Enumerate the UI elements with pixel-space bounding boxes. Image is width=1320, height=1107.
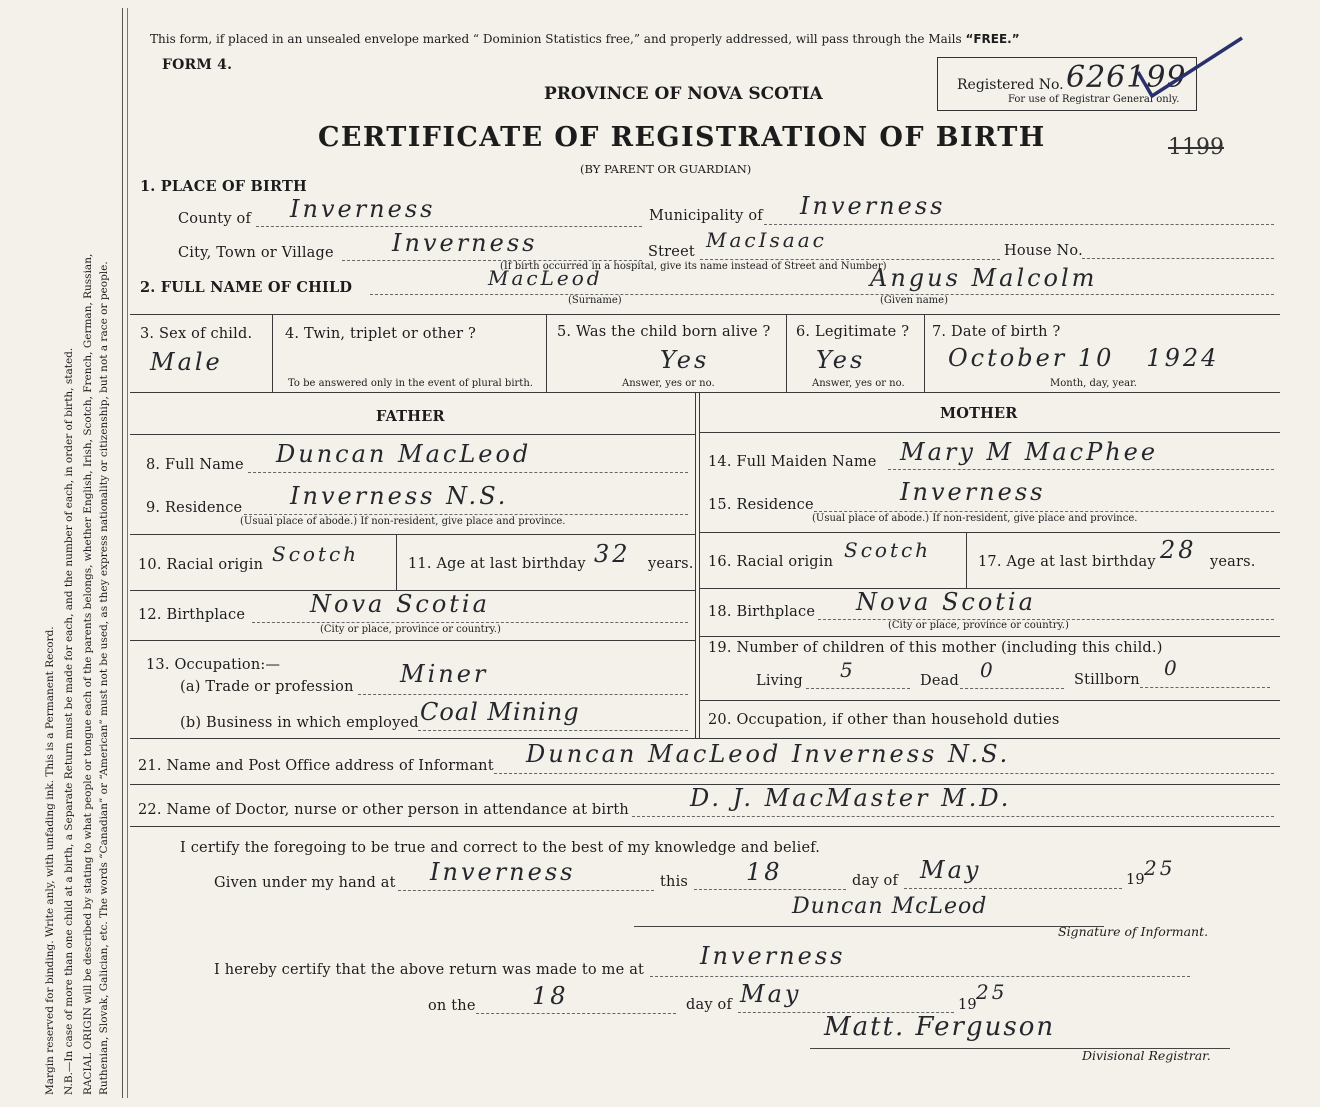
mother-birthplace-label: 18. Birthplace (708, 604, 816, 620)
business-label: (b) Business in which employed (180, 715, 419, 731)
registrar-dayof-label: day of (686, 997, 733, 1013)
registered-label: Registered No. (957, 77, 1064, 93)
municipality-label: Municipality of (649, 208, 763, 224)
dead-line (960, 688, 1064, 689)
given-month-value: May (920, 856, 982, 884)
county-line (256, 226, 642, 227)
given-dayof-label: day of (852, 873, 899, 889)
father-heading: FATHER (376, 408, 445, 425)
mother-race-label: 16. Racial origin (708, 554, 834, 570)
struck-number: 1199 (1168, 135, 1224, 160)
informant-line (494, 773, 1274, 774)
father-name-value: Duncan MacLeod (276, 440, 532, 468)
postal-notice-free: “FREE.” (965, 32, 1020, 46)
dob-note: Month, day, year. (1050, 378, 1137, 389)
stillborn-label: Stillborn (1074, 672, 1140, 688)
rule-mother-race-top (699, 532, 1280, 533)
child-given-name: Angus Malcolm (870, 264, 1098, 292)
mother-name-value: Mary M MacPhee (900, 438, 1159, 466)
alive-label: 5. Was the child born alive ? (557, 324, 771, 340)
rule-row3-col4 (924, 314, 925, 392)
dead-label: Dead (920, 673, 959, 689)
rule-father-occ-top (130, 640, 695, 641)
sex-label: 3. Sex of child. (140, 326, 253, 342)
given-year-value: 25 (1144, 856, 1176, 880)
municipality-value: Inverness (800, 192, 946, 220)
mother-age-years: years. (1210, 554, 1256, 570)
rule-father-name-top (130, 434, 695, 435)
father-residence-value: Inverness N.S. (290, 482, 509, 510)
city-value: Inverness (392, 229, 538, 257)
margin-note-racial-origin-1: RACIAL ORIGIN will be described by stating to what people or tongue each of the parents belongs, whether English, Irish, Scotch, French, German, Russian, (82, 253, 94, 1095)
mother-race-value: Scotch (844, 538, 932, 562)
father-residence-note: (Usual place of abode.) If non-resident, give place and province. (240, 516, 566, 527)
child-name-label: 2. FULL NAME OF CHILD (140, 279, 353, 296)
rule-father-race-top (130, 534, 695, 535)
dead-value: 0 (980, 658, 996, 682)
mother-residence-label: 15. Residence (708, 497, 814, 513)
child-name-line (370, 294, 1274, 295)
legitimate-note: Answer, yes or no. (812, 378, 905, 389)
mother-age-label: 17. Age at last birthday (978, 554, 1156, 570)
father-race-label: 10. Racial origin (138, 557, 264, 573)
given-place-line (398, 890, 654, 891)
form-number: FORM 4. (162, 57, 233, 73)
registrar-month-value: May (740, 980, 802, 1008)
rule-parents-divider (695, 392, 696, 738)
registered-number: 626199 (1066, 60, 1187, 95)
child-surname: MacLeod (488, 266, 603, 290)
registrar-day-line (476, 1013, 676, 1014)
given-day-line (694, 889, 846, 890)
street-label: Street (648, 244, 695, 260)
house-line (1082, 258, 1274, 259)
mother-birthplace-note: (City or place, province or country.) (888, 620, 1069, 631)
registrar-day-value: 18 (532, 982, 569, 1010)
doctor-line (632, 816, 1274, 817)
twin-note: To be answered only in the event of plural birth. (288, 378, 533, 389)
alive-note: Answer, yes or no. (622, 378, 715, 389)
rule-row3-col3 (786, 314, 787, 392)
mother-birthplace-value: Nova Scotia (856, 588, 1036, 616)
trade-label: (a) Trade or profession (180, 679, 354, 695)
mother-age-value: 28 (1160, 536, 1197, 564)
certify-statement: I certify the foregoing to be true and correct to the best of my knowledge and belief. (180, 840, 821, 856)
county-label: County of (178, 211, 252, 227)
municipality-line (764, 224, 1274, 225)
house-label: House No. (1004, 243, 1083, 259)
given-year-prefix: 19 (1126, 872, 1145, 888)
registrar-caption: Divisional Registrar. (1082, 1048, 1211, 1063)
registrar-year-value: 25 (976, 980, 1008, 1004)
mother-residence-value: Inverness (900, 478, 1046, 506)
rule-informant-top (130, 738, 1280, 739)
dob-value: October 10 1924 (948, 344, 1220, 372)
alive-value: Yes (660, 346, 710, 374)
rule-father-race-col (396, 534, 397, 590)
rule-row3-top (130, 314, 1280, 315)
street-value: MacIsaac (706, 228, 827, 252)
signature-line (634, 926, 1104, 927)
registrar-on-label: on the (428, 998, 476, 1014)
margin-note-binding: Margin reserved for binding. Write anly, with unfading ink. This is a Permanent Record. (44, 626, 56, 1095)
rule-row3-col2 (546, 314, 547, 392)
doctor-label: 22. Name of Doctor, nurse or other person in attendance at birth (138, 802, 629, 818)
informant-value: Duncan MacLeod Inverness N.S. (526, 740, 1011, 768)
rule-mother-race-col (966, 532, 967, 588)
registrar-signature: Matt. Ferguson (824, 1012, 1056, 1042)
father-age-label: 11. Age at last birthday (408, 556, 586, 572)
place-of-birth-heading: 1. PLACE OF BIRTH (140, 178, 307, 195)
given-this-label: this (660, 874, 689, 890)
father-residence-label: 9. Residence (146, 500, 243, 516)
registrar-note: For use of Registrar General only. (1008, 94, 1180, 105)
checkmark-icon (1130, 30, 1250, 110)
legitimate-value: Yes (816, 346, 866, 374)
informant-signature: Duncan McLeod (792, 894, 988, 919)
informant-signature-caption: Signature of Informant. (1058, 924, 1209, 939)
registrar-place-value: Inverness (700, 942, 846, 970)
mother-residence-line (814, 511, 1274, 512)
stillborn-value: 0 (1164, 656, 1180, 680)
father-age-value: 32 (594, 540, 631, 568)
rule-parents-top (130, 392, 1280, 393)
hospital-note: (If birth occurred in a hospital, give its name instead of Street and Number) (500, 261, 887, 272)
informant-label: 21. Name and Post Office address of Informant (138, 758, 494, 774)
given-under-label: Given under my hand at (214, 875, 396, 891)
given-name-caption: (Given name) (880, 295, 948, 306)
living-value: 5 (840, 658, 856, 682)
county-value: Inverness (290, 195, 436, 223)
father-birthplace-value: Nova Scotia (310, 590, 490, 618)
father-name-label: 8. Full Name (146, 457, 244, 473)
postal-notice-text: This form, if placed in an unsealed envelope marked “ Dominion Statistics free,” and properly addressed, will pass through the Mails (150, 32, 962, 46)
father-age-years: years. (648, 556, 694, 572)
street-line (700, 259, 1000, 260)
margin-note-racial-origin-2: Ruthenian, Slovak, Galician, etc. The words “Canadian” or “American” must not be used, as they express nationality or citizenship, but not a race or people. (98, 261, 110, 1095)
margin-rule (122, 8, 123, 1098)
sex-value: Male (150, 348, 223, 376)
surname-caption: (Surname) (568, 295, 622, 306)
children-count-label: 19. Number of children of this mother (including this child.) (708, 640, 1163, 656)
father-name-line (248, 472, 688, 473)
legitimate-label: 6. Legitimate ? (796, 324, 910, 340)
rule-mother-occ-top (699, 700, 1280, 701)
trade-value: Miner (400, 660, 489, 688)
trade-line (358, 694, 688, 695)
father-residence-line (244, 514, 688, 515)
stillborn-line (1140, 687, 1270, 688)
father-birthplace-line (252, 622, 688, 623)
registrar-statement: I hereby certify that the above return was made to me at (214, 962, 645, 978)
rule-mother-name-top (699, 432, 1280, 433)
occupation-label: 13. Occupation:— (146, 657, 281, 673)
city-label: City, Town or Village (178, 245, 334, 261)
margin-note-plural-birth: N.B.—In case of more than one child at a birth, a Separate Return must be made for each, and the number of each, in order of birth, stated. (63, 347, 75, 1095)
father-birthplace-label: 12. Birthplace (138, 607, 246, 623)
living-line (806, 688, 910, 689)
margin-rule-inner (127, 8, 128, 1098)
rule-mother-children-top (699, 636, 1280, 637)
given-place-value: Inverness (430, 858, 576, 886)
mother-heading: MOTHER (940, 405, 1018, 422)
rule-parents-divider-2 (699, 392, 700, 738)
twin-label: 4. Twin, triplet or other ? (285, 326, 476, 342)
given-month-line (904, 888, 1122, 889)
business-value: Coal Mining (420, 698, 580, 726)
mother-name-label: 14. Full Maiden Name (708, 454, 877, 470)
mother-residence-note: (Usual place of abode.) If non-resident, give place and province. (812, 513, 1138, 524)
living-label: Living (756, 673, 803, 689)
father-race-value: Scotch (272, 542, 360, 566)
father-birthplace-note: (City or place, province or country.) (320, 624, 501, 635)
rule-certify-top (130, 826, 1280, 827)
province-heading: PROVINCE OF NOVA SCOTIA (544, 84, 823, 104)
dob-label: 7. Date of birth ? (932, 324, 1061, 340)
mother-occupation-label: 20. Occupation, if other than household duties (708, 712, 1060, 728)
business-line (418, 730, 688, 731)
given-day-value: 18 (746, 858, 783, 886)
doctor-value: D. J. MacMaster M.D. (690, 784, 1012, 812)
certificate-title: CERTIFICATE OF REGISTRATION OF BIRTH (318, 122, 1046, 153)
registrar-place-line (650, 976, 1190, 977)
registrar-year-prefix: 19 (958, 997, 977, 1013)
certificate-subtitle: (BY PARENT OR GUARDIAN) (580, 162, 752, 176)
rule-row3-col1 (272, 314, 273, 392)
mother-name-line (888, 469, 1274, 470)
postal-notice (150, 32, 1020, 46)
